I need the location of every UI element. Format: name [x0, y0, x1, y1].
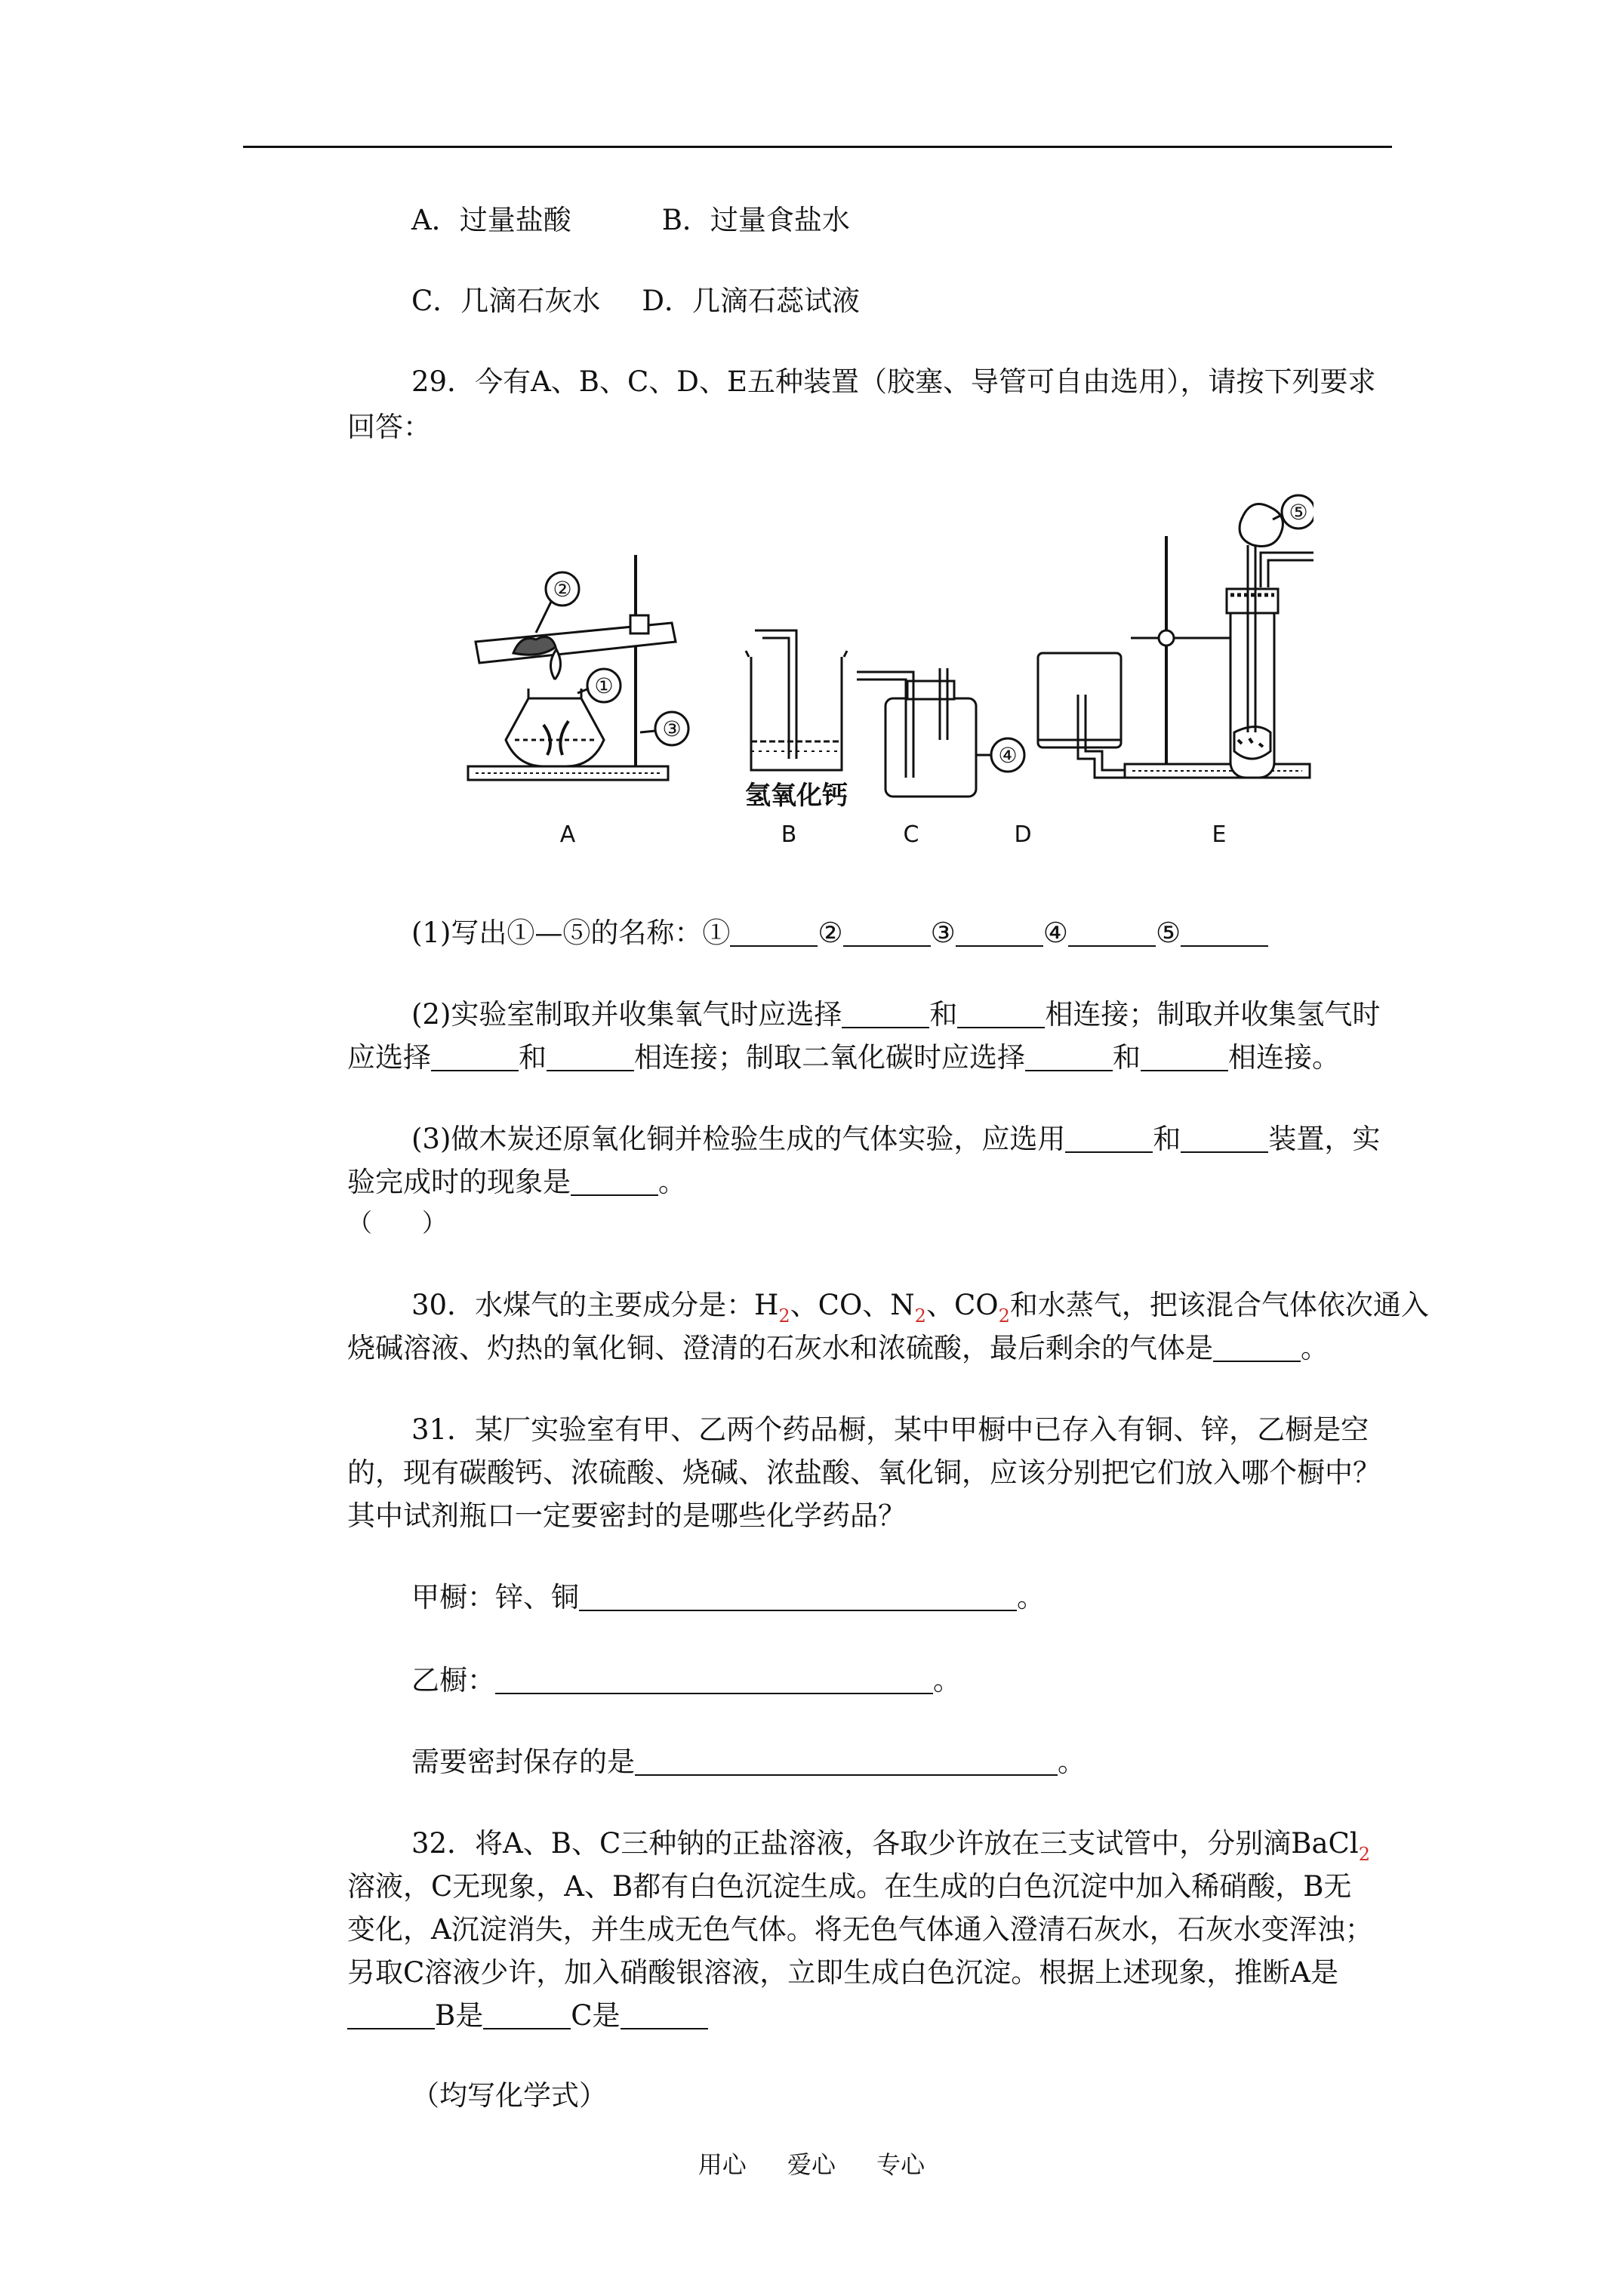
marker-5: ⑤: [1289, 500, 1308, 525]
footer-word: 爱心: [787, 2150, 836, 2179]
q29-part2-line2: 应选择 和 相连接；制取二氧化碳时应选择 和 相连接。: [347, 1041, 1340, 1074]
answer-blank[interactable]: [843, 920, 931, 947]
q32-line5: B是 C是: [347, 1998, 708, 2034]
q29-part2-line1: (2)实验室制取并收集氧气时应选择 和 相连接；制取并收集氢气时: [411, 998, 1381, 1031]
option-a: A．过量盐酸: [411, 204, 571, 236]
answer-blank[interactable]: [347, 2002, 435, 2029]
q29-part3-line1: (3)做木炭还原氧化铜并检验生成的气体实验，应选用 和 装置，实: [411, 1123, 1381, 1155]
answer-blank[interactable]: [1181, 1126, 1268, 1153]
q30-line2: 烧碱溶液、灼热的氧化铜、澄清的石灰水和浓硫酸，最后剩余的气体是 。: [347, 1332, 1329, 1364]
apparatus-figure: [445, 491, 1313, 868]
answer-blank[interactable]: [547, 1044, 634, 1071]
apparatus-d: [1038, 653, 1129, 778]
q29-stem-line2: 回答：: [347, 411, 431, 443]
q31-cabinet-jia: 甲橱：锌、铜 。: [411, 1581, 1045, 1613]
answer-blank[interactable]: [579, 1584, 1017, 1611]
answer-blank[interactable]: [1065, 1126, 1153, 1153]
answer-blank[interactable]: [1025, 1044, 1113, 1071]
option-row-cd: [411, 283, 860, 319]
apparatus-b: [746, 630, 847, 770]
answer-blank[interactable]: [1141, 1044, 1228, 1071]
q31-line2: 的，现有碳酸钙、浓硫酸、烧碱、浓盐酸、氧化铜，应该分别把它们放入哪个橱中？: [347, 1456, 1381, 1489]
q32-line3: 变化，A沉淀消失，并生成无色气体。将无色气体通入澄清石灰水，石灰水变浑浊；: [347, 1913, 1373, 1946]
apparatus-e: [1125, 495, 1313, 778]
beaker-label: 氢氧化钙: [745, 781, 848, 811]
q31-line1: 31．某厂实验室有甲、乙两个药品橱，某中甲橱中已存入有铜、锌，乙橱是空: [411, 1413, 1369, 1446]
answer-blank[interactable]: [956, 920, 1043, 947]
q29-stem-line1: 29．今有A、B、C、D、E五种装置（胶塞、导管可自由选用），请按下列要求: [411, 365, 1376, 398]
answer-blank[interactable]: [957, 1001, 1045, 1028]
answer-blank[interactable]: [1213, 1335, 1301, 1362]
figure-label-e: E: [1212, 821, 1227, 848]
marker-4: ④: [998, 743, 1018, 768]
option-d: D．几滴石蕊试液: [642, 285, 860, 317]
figure-label-a: A: [559, 821, 576, 848]
figure-label-b: B: [781, 821, 797, 848]
answer-blank[interactable]: [431, 1044, 519, 1071]
answer-blank[interactable]: [495, 1667, 933, 1694]
apparatus-a: [468, 555, 688, 780]
footer-word: 专心: [876, 2150, 925, 2179]
header-rule: [243, 146, 1392, 148]
q29-part3-line2: 验完成时的现象是 。: [347, 1166, 686, 1198]
q32-note: （均写化学式）: [411, 2079, 607, 2112]
page-footer: [0, 2146, 1623, 2180]
option-c: C．几滴石灰水: [411, 285, 601, 317]
answer-parentheses: （ ）: [347, 1208, 447, 1237]
answer-blank[interactable]: [1068, 920, 1156, 947]
q30-line1: 30．水煤气的主要成分是：$H_2$、CO、$N_2$、$CO_2$和水蒸气，把该混合气体依次通入: [411, 1289, 1429, 1327]
figure-label-c: C: [903, 821, 919, 848]
answer-blank[interactable]: [621, 2002, 708, 2029]
answer-blank[interactable]: [635, 1749, 1058, 1776]
q29-part1: (1)写出①—⑤的名称：① ② ③ ④ ⑤: [411, 915, 1268, 951]
figure-label-d: D: [1014, 821, 1032, 848]
answer-blank[interactable]: [730, 920, 818, 947]
q32-line2: 溶液，C无现象，A、B都有白色沉淀生成。在生成的白色沉淀中加入稀硝酸，B无: [347, 1870, 1352, 1903]
q31-seal: 需要密封保存的是 。: [411, 1746, 1086, 1778]
option-b: B．过量食盐水: [661, 204, 850, 236]
footer-word: 用心: [698, 2150, 747, 2179]
marker-2: ②: [553, 577, 572, 602]
option-row-ab: [411, 202, 850, 239]
marker-3: ③: [662, 717, 682, 741]
marker-1: ①: [594, 673, 614, 698]
apparatus-c: [857, 668, 1024, 797]
q31-cabinet-yi: 乙橱： 。: [411, 1664, 961, 1697]
answer-blank[interactable]: [483, 2002, 571, 2029]
q32-line1: 32．将A、B、C三种钠的正盐溶液，各取少许放在三支试管中，分别滴BaCl$_2$: [411, 1827, 1370, 1865]
answer-blank[interactable]: [571, 1169, 658, 1196]
answer-blank[interactable]: [1181, 920, 1268, 947]
q31-line3: 其中试剂瓶口一定要密封的是哪些化学药品？: [347, 1499, 906, 1532]
answer-blank[interactable]: [842, 1001, 929, 1028]
q32-line4: 另取C溶液少许，加入硝酸银溶液，立即生成白色沉淀。根据上述现象，推断A是: [347, 1956, 1339, 1989]
